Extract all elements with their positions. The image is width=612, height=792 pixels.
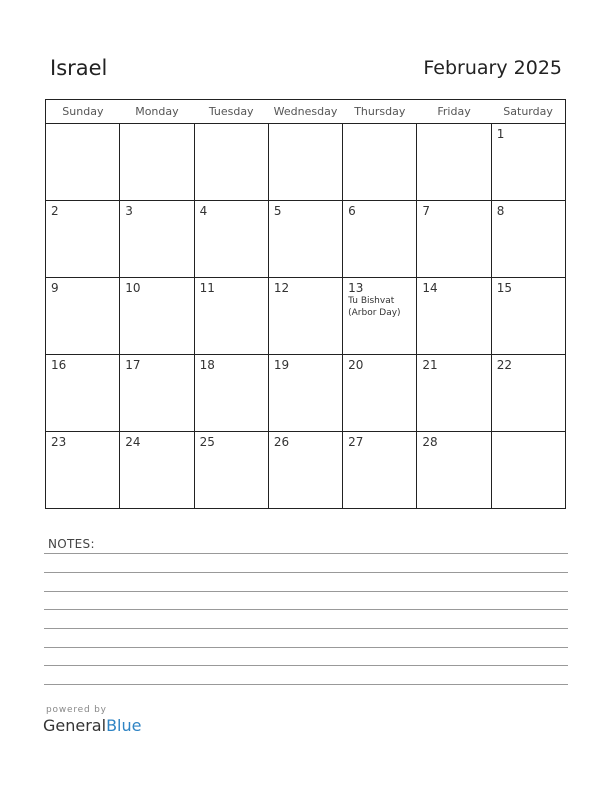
day-number: 28 (422, 435, 438, 449)
day-cell (491, 432, 565, 509)
day-cell (46, 432, 120, 509)
day-number: 13 (348, 281, 364, 295)
day-cell (343, 124, 417, 201)
notes-label: NOTES: (48, 537, 95, 551)
day-cell (46, 355, 120, 432)
day-number: 27 (348, 435, 364, 449)
notes-line (44, 684, 568, 685)
notes-line (44, 628, 568, 629)
month-year-title: February 2025 (423, 57, 562, 79)
day-cell-holiday (343, 278, 417, 355)
day-number: 2 (51, 204, 59, 218)
day-number: 17 (125, 358, 141, 372)
week-row (46, 278, 566, 355)
day-number: 9 (51, 281, 59, 295)
day-cell (343, 355, 417, 432)
weekday-saturday: Saturday (491, 100, 565, 124)
day-number: 16 (51, 358, 67, 372)
day-cell (268, 432, 342, 509)
logo-text-blue: Blue (106, 716, 142, 735)
weekday-friday: Friday (417, 100, 491, 124)
day-number: 3 (125, 204, 133, 218)
day-number: 18 (199, 358, 215, 372)
day-number: 4 (199, 204, 208, 218)
day-cell (417, 278, 491, 355)
day-cell (417, 432, 491, 509)
day-number: 15 (496, 281, 512, 295)
day-number: 20 (348, 358, 364, 372)
week-row (46, 432, 566, 509)
notes-line (44, 609, 568, 610)
day-cell (491, 355, 565, 432)
day-number: 12 (273, 281, 290, 295)
powered-by-text: powered by (46, 705, 107, 715)
day-cell (194, 201, 268, 278)
notes-line (44, 647, 568, 648)
day-number: 22 (496, 358, 512, 372)
day-number: 26 (273, 435, 290, 449)
notes-line (44, 591, 568, 592)
day-number: 21 (422, 358, 438, 372)
weekday-monday: Monday (120, 100, 194, 124)
generalblue-logo[interactable] (43, 716, 141, 735)
logo-text-general: General (43, 716, 107, 735)
notes-line (44, 572, 568, 573)
week-row (46, 201, 566, 278)
day-number: 1 (496, 127, 505, 141)
day-cell (46, 201, 120, 278)
holiday-name: Tu Bishvat (348, 296, 395, 306)
day-cell (343, 201, 417, 278)
day-cell (120, 201, 194, 278)
day-cell (417, 355, 491, 432)
day-cell (268, 201, 342, 278)
day-cell (194, 432, 268, 509)
week-row (46, 124, 566, 201)
day-cell (491, 124, 565, 201)
day-number: 11 (199, 281, 215, 295)
day-cell (194, 355, 268, 432)
country-title: Israel (50, 56, 108, 80)
day-cell (343, 432, 417, 509)
day-cell (491, 201, 565, 278)
day-number: 5 (273, 204, 282, 218)
day-cell (120, 432, 194, 509)
weekday-thursday: Thursday (343, 100, 417, 124)
day-number: 6 (348, 204, 356, 218)
day-cell (120, 278, 194, 355)
day-number: 25 (199, 435, 215, 449)
day-cell (194, 278, 268, 355)
day-number: 14 (422, 281, 438, 295)
day-number: 24 (125, 435, 141, 449)
day-cell (417, 201, 491, 278)
weekday-header-row (46, 100, 566, 124)
day-number: 8 (496, 204, 505, 218)
day-number: 7 (422, 204, 431, 218)
holiday-subtitle: (Arbor Day) (348, 308, 401, 318)
day-cell (194, 124, 268, 201)
day-cell (268, 124, 342, 201)
notes-line (44, 553, 568, 554)
weekday-tuesday: Tuesday (194, 100, 268, 124)
day-cell (46, 124, 120, 201)
day-cell (417, 124, 491, 201)
weekday-sunday: Sunday (46, 100, 120, 124)
day-number: 19 (273, 358, 290, 372)
day-number: 23 (51, 435, 67, 449)
holiday-label (348, 295, 400, 319)
week-row (46, 355, 566, 432)
calendar-grid (45, 99, 566, 509)
day-cell (491, 278, 565, 355)
weekday-wednesday: Wednesday (268, 100, 342, 124)
day-cell (120, 355, 194, 432)
day-cell (120, 124, 194, 201)
day-cell (268, 278, 342, 355)
day-cell (46, 278, 120, 355)
day-cell (268, 355, 342, 432)
notes-line (44, 665, 568, 666)
day-number: 10 (125, 281, 141, 295)
